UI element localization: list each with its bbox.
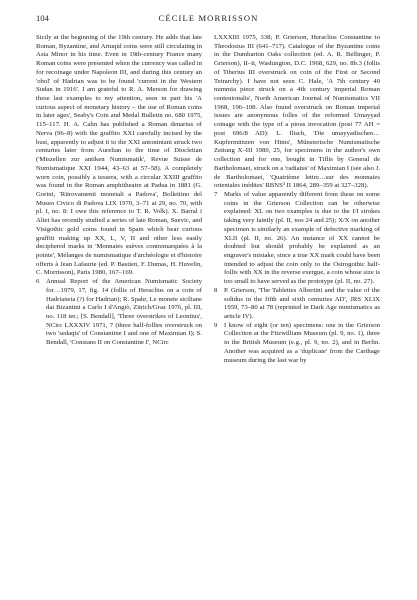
footnote-continuation: Sicily at the beginning of the 19th century. He adds that late Roman, Byzantine, and Artuqid coins were still circulating in Asia Minor in his time. Even in 19th-century France many Roman coins were presented when the currency was called in for recoinage under Napoleon III, and during this century an 'obol' of Hadrian was to be found 'current in the Western Sudan in 1916'. I am grateful to R. A. Merson for drawing these last examples to my attention, seen in part his 'A curious aspect of monetary history – the use of Roman coins in later ages', Seaby's Coin and Medal Bulletin no. 680 1975, 115–117. H. A. Cahn has published a Roman denarius of Nerva (96–8) with the graffito XXI carefully incised by the bust, apparently to adjust it to the XXI antoniniani struck two centuries later from Aurelian to the time of Diocletian ('Miszellen zur antiken Numismatik', Revue Suisse de Numismatique XXI 1944, 43–63 at 57–58). A completely worn coin, possibly a tessera, with a circular XXIII graffito was found in the Roman amphitheatre at Padua in 1881 (G. Gorini, 'Ritrovamenti monetali a Padova', Bollettino del Museo Civico di Padova LIX 1970, 3–71 at 29, no. 70, with pl. I, no. 8: I owe this reference to T. R. Volk). X. Barral i Altet has recently studied a series of late Roman, Suevic, and Visigothic gold coins found in Spain which bear curious graffiti making up XX, L, V, II and other less easily deciphered marks in 'Monnaies suèves contremarquées à la pointe', Mélanges de numismatique d'archéologie et d'histoire offerts à Jean Lafaurie (ed. P. Bastien, F. Dumas, H. Huvelin, C. Morrisson), Paris 1980, 167–169. — [36, 34, 202, 277]
footnote-number: 9 — [214, 321, 218, 329]
footnote-number: 8 — [214, 286, 218, 294]
footnote-text: I know of eight (or ten) specimens: one in the Grierson Collection at the Fitzwilliam Museum (pl. 9, no. 1), three in the British Museum (e.g., pl. 9, no. 2), and in Berlin. Another was acquired as a 'duplicate' from the Carthage museum during the last war by — [224, 321, 380, 364]
footnote-text: Marks of value apparently different from these on some coins in the Grierson Collection can be otherwise explained: XL on two examples is due to the I/I strokes taking very faintly (pl. II, nos 24 and 25); X/X on another specimen is similarly an example of defective marking of XLII (pl. II, no. 26). An instance of XX cannot be doubted but should probably be explained as an engraver's mistake, since a true XX mark could have been intended to adjust the coin only to the Ostrogothic half-follis with XX in the reverse exergue, a coin whose size is too small to have served as the prototype (pl. II, no. 27). — [224, 190, 380, 286]
footnote-9 — [214, 322, 380, 366]
footnote-8 — [214, 287, 380, 322]
footnote-number: 7 — [214, 190, 218, 198]
footnote-text: P. Grierson, 'The Tablettes Albertini and the value of the solidus in the fifth and sixth centuries AD', JRS XLIX 1959, 73–80 at 78 (reprinted in Dark Age numismatics as article IV). — [224, 286, 380, 320]
footnote-7 — [214, 191, 380, 287]
page-header — [36, 13, 381, 27]
footnote-continuation: LXXXIII 1975, 338; P. Grierson, Heraclius Constantine to Theodosius III (641–717). Catalogue of the Byzantine coins in the Dumbarton Oaks collection (ed. A. R. Bellinger, P. Grierson), II–ii, Washington, D.C. 1968, 629, no. 8b.3 (follis of Tiberius III overstruck on coin of the First or Second Tetrarchy). I have not seen C. Hale, 'A 7th century 40 nummia piece struck on a 4th century imperial Roman centenionalis', North American Journal of Numismatics VII 1968, 196–108. Also found overstruck on Roman imperial issues are anonymous folles of the reformed Umayyad coinage with the type of a pious invocation (post 77 AH = post 696/8 AD): L. Ilisch, 'Die umayyadischen…Kupfermünzen von Hims', Münsterische Numismatische Zeitung X–III 1980, 25, for specimens in the author's own collection and for one, bought in Tiflis by General de Bartholomaei, struck on a 'radiatus' of Maximian I (see also J. de Bartholomaei, 'Quatrième lettre…sur des monnaies orientales inédites' RBNS³ II 1864, 289–359 at 327–328). — [214, 34, 380, 190]
page-number: 104 — [36, 13, 49, 23]
footnote-number: 6 — [36, 278, 40, 286]
footnote-text: Annual Report of the American Numismatic Society for…1979, 17, fig. 14 (follis of Heraclius on a coin of Hadrianeia (?) for Hadrian); R. Spahr, Le monete siciliane dai Bizantini a Carlo I d'Angiò, Zürich/Graz 1976, pl. III, no. 118 ter.; [S. Bendall], 'Three overstrikes of Leontius', NCirc LXXXIV 1971, 7 (three half-follies overstruck on two 'sedaqis' of Constantine I and one of Maximian I); S. Bendall, 'Constans II on Constantine I', NCirc — [46, 278, 202, 347]
right-column — [214, 34, 380, 365]
footnote-6 — [36, 278, 202, 348]
left-column — [36, 34, 202, 348]
running-head: CÉCILE MORRISSON — [158, 13, 259, 23]
